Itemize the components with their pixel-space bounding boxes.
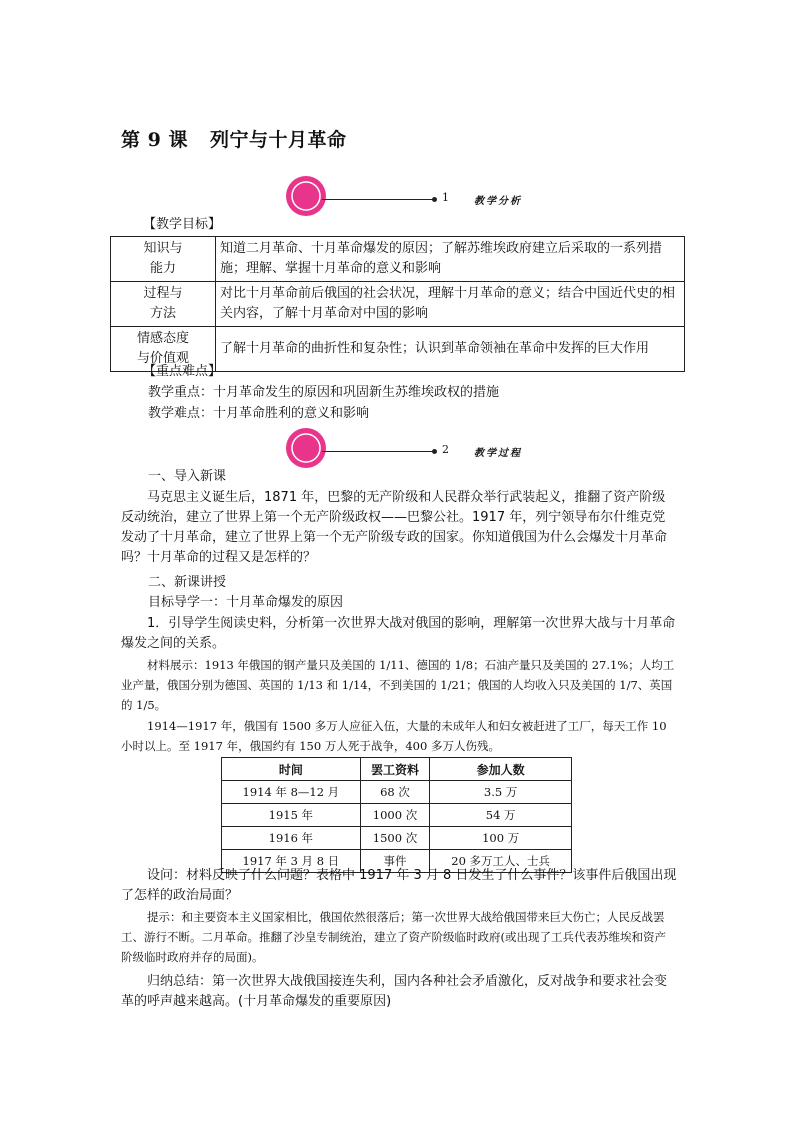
intro-text: 马克思主义诞生后，1871 年，巴黎的无产阶级和人民群众举行武装起义，推翻了资产阶级反动统治，建立了世界上第一个无产阶级政权——巴黎公社。1917 年，列宁领导布尔什维克党发动了十月革命，建立了世界上第一个无产阶级专政的国家。你知道俄国为什么会爆发十月革命吗？十月革命的过程又是怎样的？ xyxy=(121,490,668,565)
hint: 提示：和主要资本主义国家相比，俄国依然很落后；第一次世界大战给俄国带来巨大伤亡；人民反战罢工、游行不断。二月革命。推翻了沙皇专制统治，建立了资产阶级临时政府(或出现了工兵代表苏维埃和资产阶级临时政府并存的局面)。 xyxy=(121,910,666,964)
table-cell: 1916 年 xyxy=(222,827,361,850)
material-1: 材料展示：1913 年俄国的钢产量只及美国的 1/11、德国的 1/8；石油产量只及美国的 27.1%；人均工业产量，俄国分别为德国、英国的 1/13 和 1/14，不到美国的 1/21；俄国的人均收入只及美国的 1/7、英国的 1/5。 xyxy=(121,658,675,712)
table-cell: 1915 年 xyxy=(222,804,361,827)
strike-table xyxy=(221,757,572,873)
goal-key: 过程与 方法 xyxy=(111,282,216,327)
divider xyxy=(322,199,435,200)
column-header: 参加人数 xyxy=(430,758,572,781)
focus-difficult: 教学难点：十月革命胜利的意义和影响 xyxy=(148,406,370,421)
table-cell: 68 次 xyxy=(360,781,430,804)
divider xyxy=(322,451,435,452)
dot-icon xyxy=(432,197,437,202)
new-heading: 二、新课讲授 xyxy=(148,575,227,590)
table-cell: 20 多万工人、士兵 xyxy=(430,850,572,873)
pink-circle-icon xyxy=(286,176,326,216)
material-2: 1914—1917 年，俄国有 1500 多万人应征入伍，大量的未成年人和妇女被赶进了工厂，每天工作 10 小时以上。至 1917 年，俄国约有 150 万人死于战争，400 多万人伤残。 xyxy=(121,719,667,753)
section-number: 1 xyxy=(442,191,449,204)
focus-heading: 【重点难点】 xyxy=(143,364,222,379)
table-row xyxy=(222,781,572,804)
table-cell: 1500 次 xyxy=(360,827,430,850)
goal-value: 了解十月革命的曲折性和复杂性；认识到革命领袖在革命中发挥的巨大作用 xyxy=(216,327,685,372)
lesson-title xyxy=(121,125,346,152)
table-cell: 1914 年 8—12 月 xyxy=(222,781,361,804)
goals-table xyxy=(110,236,685,372)
lesson-number: 第 9 课 xyxy=(121,129,188,151)
goals-heading: 【教学目标】 xyxy=(143,217,222,232)
table-row xyxy=(111,237,685,282)
table-row xyxy=(222,804,572,827)
lesson-name: 列宁与十月革命 xyxy=(209,129,347,151)
goal-key: 知识与 能力 xyxy=(111,237,216,282)
table-cell: 54 万 xyxy=(430,804,572,827)
guide-heading: 目标导学一：十月革命爆发的原因 xyxy=(148,595,344,610)
goal-key: 情感态度 与价值观 xyxy=(111,327,216,372)
step-1: 1．引导学生阅读史料，分析第一次世界大战对俄国的影响，理解第一次世界大战与十月革命爆发之间的关系。 xyxy=(121,616,676,651)
goal-value: 对比十月革命前后俄国的社会状况，理解十月革命的意义；结合中国近代史的相关内容，了解十月革命对中国的影响 xyxy=(216,282,685,327)
summary: 归纳总结：第一次世界大战俄国接连失利，国内各种社会矛盾激化，反对战争和要求社会变革的呼声越来越高。(十月革命爆发的重要原因) xyxy=(121,974,668,1009)
table-cell: 事件 xyxy=(360,850,430,873)
section-label: 教学过程 xyxy=(474,448,522,459)
column-header: 罢工资料 xyxy=(360,758,430,781)
question: 设问：材料反映了什么问题？表格中 1917 年 3 月 8 日发生了什么事件？该事件后俄国出现了怎样的政治局面？ xyxy=(121,868,677,903)
focus-key: 教学重点：十月革命发生的原因和巩固新生苏维埃政权的措施 xyxy=(148,385,500,400)
table-cell: 3.5 万 xyxy=(430,781,572,804)
section-number: 2 xyxy=(442,443,449,456)
column-header: 时间 xyxy=(222,758,361,781)
table-cell: 1917 年 3 月 8 日 xyxy=(222,850,361,873)
section-header-process xyxy=(286,428,586,468)
table-header-row xyxy=(222,758,572,781)
table-row xyxy=(111,282,685,327)
goal-value: 知道二月革命、十月革命爆发的原因；了解苏维埃政府建立后采取的一系列措施；理解、掌握十月革命的意义和影响 xyxy=(216,237,685,282)
table-cell: 100 万 xyxy=(430,827,572,850)
dot-icon xyxy=(432,449,437,454)
table-row xyxy=(222,827,572,850)
table-cell: 1000 次 xyxy=(360,804,430,827)
pink-circle-icon xyxy=(286,428,326,468)
section-label: 教学分析 xyxy=(474,196,522,207)
intro-heading: 一、导入新课 xyxy=(148,469,227,484)
section-header-analysis xyxy=(286,176,586,216)
